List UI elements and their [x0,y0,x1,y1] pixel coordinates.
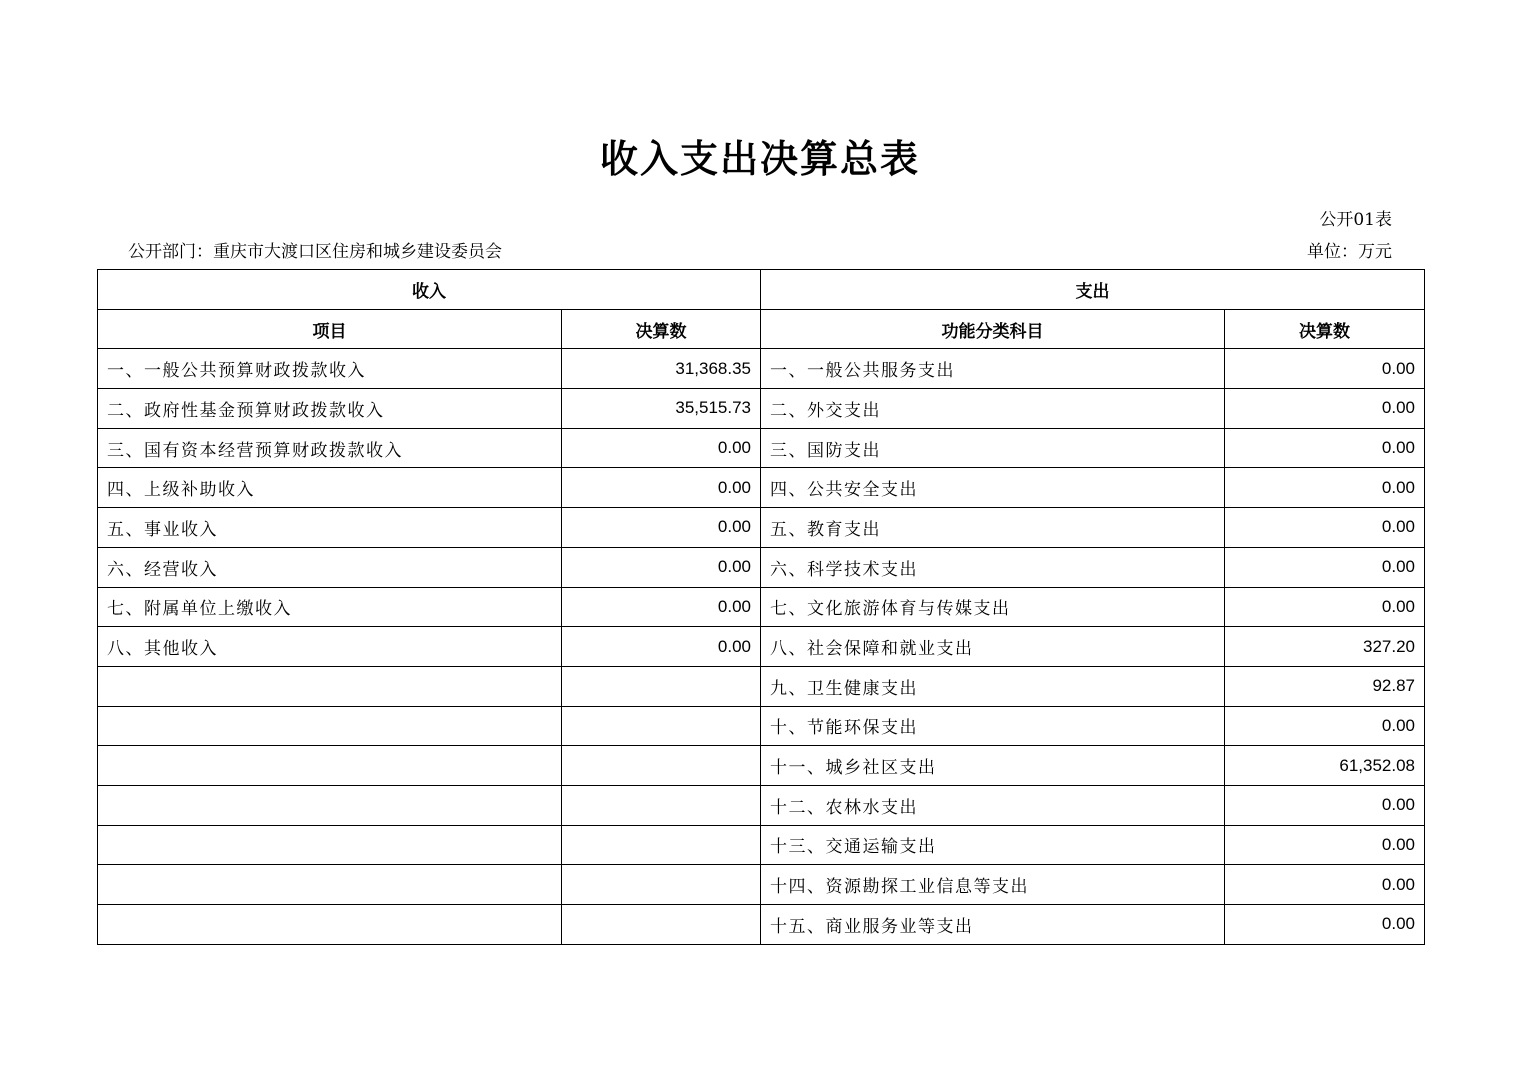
expense-amount-cell: 0.00 [1225,428,1425,468]
expense-item-cell: 四、公共安全支出 [761,468,1225,508]
income-item-cell: 六、经营收入 [98,547,562,587]
table-row [98,706,1425,746]
income-item-cell [98,746,562,786]
income-item-cell: 五、事业收入 [98,508,562,548]
income-amount-cell [562,905,761,945]
expense-amount-cell: 0.00 [1225,547,1425,587]
table-row [98,865,1425,905]
expense-amount-cell: 0.00 [1225,865,1425,905]
income-amount-cell [562,825,761,865]
income-amount-cell: 0.00 [562,627,761,667]
income-section-header: 收入 [98,270,761,310]
table-row [98,666,1425,706]
income-item-cell: 三、国有资本经营预算财政拨款收入 [98,428,562,468]
income-amount-cell: 0.00 [562,508,761,548]
expense-item-cell: 九、卫生健康支出 [761,666,1225,706]
table-row [98,547,1425,587]
table-row [98,428,1425,468]
income-item-cell [98,905,562,945]
income-item-cell [98,666,562,706]
expense-item-cell: 十四、资源勘探工业信息等支出 [761,865,1225,905]
unit-label: 单位：万元 [1307,242,1392,262]
income-item-cell [98,785,562,825]
expense-amount-cell: 327.20 [1225,627,1425,667]
expense-amount-header: 决算数 [1225,309,1425,349]
table-row [98,587,1425,627]
page-title: 收入支出决算总表 [599,137,920,181]
table-row [98,508,1425,548]
income-item-cell [98,825,562,865]
expense-amount-cell: 0.00 [1225,706,1425,746]
expense-item-cell: 十三、交通运输支出 [761,825,1225,865]
expense-amount-cell: 61,352.08 [1225,746,1425,786]
table-row [98,825,1425,865]
income-amount-cell: 0.00 [562,428,761,468]
income-amount-cell: 35,515.73 [562,389,761,429]
income-amount-cell [562,865,761,905]
income-item-cell [98,865,562,905]
expense-item-cell: 十一、城乡社区支出 [761,746,1225,786]
expense-amount-cell: 0.00 [1225,389,1425,429]
table-row [98,389,1425,429]
expense-item-cell: 十、节能环保支出 [761,706,1225,746]
expense-amount-cell: 0.00 [1225,905,1425,945]
expense-amount-cell: 0.00 [1225,587,1425,627]
table-number: 公开01表 [1319,210,1392,230]
expense-item-cell: 六、科学技术支出 [761,547,1225,587]
expense-amount-cell: 92.87 [1225,666,1425,706]
expense-item-cell: 八、社会保障和就业支出 [761,627,1225,667]
department-label: 公开部门：重庆市大渡口区住房和城乡建设委员会 [128,242,502,262]
income-amount-cell [562,785,761,825]
table-body [98,270,1425,945]
expense-item-cell: 三、国防支出 [761,428,1225,468]
income-amount-cell: 0.00 [562,468,761,508]
income-item-cell: 四、上级补助收入 [98,468,562,508]
expense-amount-cell: 0.00 [1225,825,1425,865]
income-amount-cell: 0.00 [562,547,761,587]
income-amount-header: 决算数 [562,309,761,349]
expense-item-cell: 一、一般公共服务支出 [761,349,1225,389]
table-row [98,349,1425,389]
income-amount-cell [562,666,761,706]
income-amount-cell: 31,368.35 [562,349,761,389]
table-row [98,627,1425,667]
expense-item-cell: 二、外交支出 [761,389,1225,429]
expense-item-cell: 七、文化旅游体育与传媒支出 [761,587,1225,627]
expense-item-cell: 五、教育支出 [761,508,1225,548]
income-amount-cell [562,706,761,746]
income-item-cell: 一、一般公共预算财政拨款收入 [98,349,562,389]
income-item-cell [98,706,562,746]
income-expense-table [97,269,1425,945]
expense-section-header: 支出 [761,270,1425,310]
table-row [98,746,1425,786]
expense-amount-cell: 0.00 [1225,349,1425,389]
header-row-sections [98,270,1425,310]
expense-item-cell: 十二、农林水支出 [761,785,1225,825]
table-row [98,785,1425,825]
expense-amount-cell: 0.00 [1225,508,1425,548]
header-row-columns [98,309,1425,349]
expense-item-cell: 十五、商业服务业等支出 [761,905,1225,945]
income-item-cell: 八、其他收入 [98,627,562,667]
func-category-header: 功能分类科目 [761,309,1225,349]
income-item-header: 项目 [98,309,562,349]
income-item-cell: 七、附属单位上缴收入 [98,587,562,627]
table-row [98,905,1425,945]
table-row [98,468,1425,508]
expense-amount-cell: 0.00 [1225,785,1425,825]
income-amount-cell: 0.00 [562,587,761,627]
income-amount-cell [562,746,761,786]
income-item-cell: 二、政府性基金预算财政拨款收入 [98,389,562,429]
expense-amount-cell: 0.00 [1225,468,1425,508]
